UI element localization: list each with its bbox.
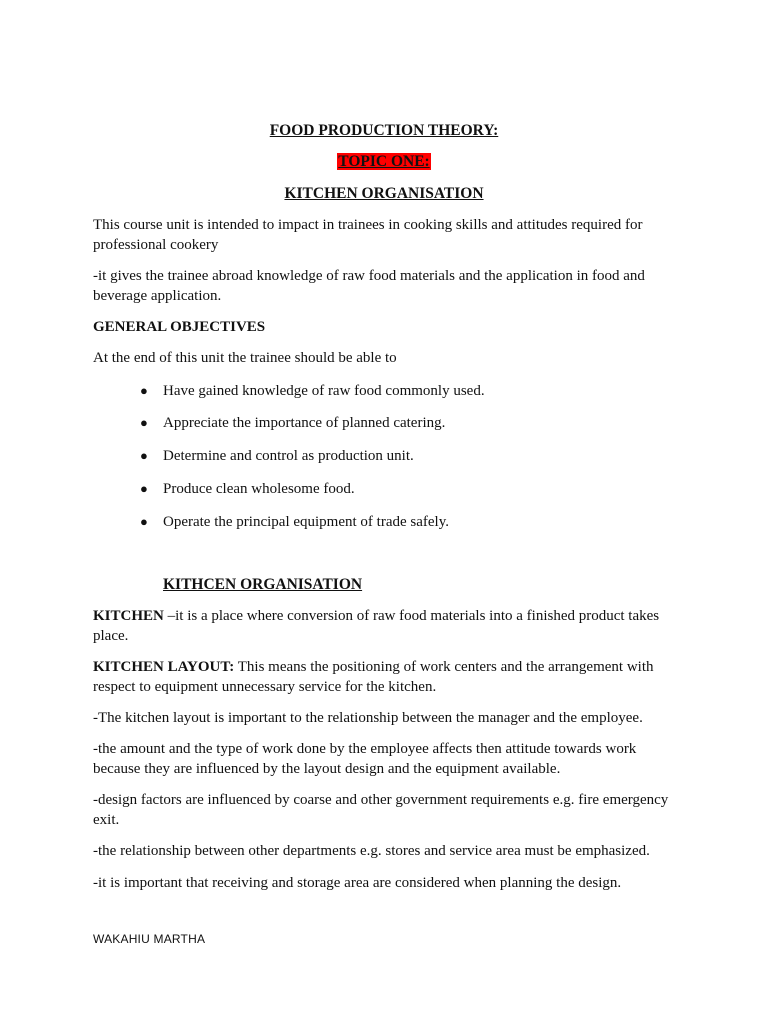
intro-paragraph-1: This course unit is intended to impact in trainees in cooking skills and attitudes required for professional cookery	[93, 217, 643, 253]
kitchen-layout-definition	[93, 657, 683, 697]
layout-point: -design factors are influenced by coarse and other government requirements e.g. fire emergency exit.	[93, 792, 669, 828]
list-item-text: Have gained knowledge of raw food commonly used.	[163, 383, 485, 399]
intro-paragraph-2: -it gives the trainee abroad knowledge of raw food materials and the application in food and beverage application.	[93, 268, 645, 304]
footer-author: WAKAHIU MARTHA	[93, 932, 206, 946]
layout-point: -the relationship between other departments e.g. stores and service area must be emphasized.	[93, 843, 650, 859]
section-kitchen-organisation-title: KITHCEN ORGANISATION	[163, 576, 363, 593]
bullet-icon: ●	[140, 448, 148, 463]
kitchen-layout-term: KITCHEN LAYOUT:	[93, 659, 235, 675]
topic-label	[0, 152, 768, 172]
layout-point: -it is important that receiving and storage area are considered when planning the design.	[93, 875, 622, 891]
kitchen-definition	[93, 606, 683, 646]
topic-highlight: TOPIC ONE:	[338, 153, 430, 170]
objectives-title: GENERAL OBJECTIVES	[93, 319, 266, 335]
layout-point: -the amount and the type of work done by the employee affects then attitude towards work because they are influenced by the layout design and the equipment available.	[93, 741, 637, 777]
list-item-text: Determine and control as production unit.	[163, 448, 414, 464]
document-title: FOOD PRODUCTION THEORY:	[269, 122, 499, 139]
kitchen-definition-text: –it is a place where conversion of raw food materials into a finished product takes place.	[93, 608, 660, 644]
list-item-text: Operate the principal equipment of trade safely.	[163, 514, 449, 530]
list-item-text: Appreciate the importance of planned catering.	[163, 415, 446, 431]
bullet-icon: ●	[140, 415, 148, 430]
kitchen-layout-definition-text: This means the positioning of work centers and the arrangement with respect to equipment unnecessary service for the kitchen.	[93, 659, 654, 695]
document-subtitle: KITCHEN ORGANISATION	[284, 185, 484, 202]
layout-point: -The kitchen layout is important to the relationship between the manager and the employee.	[93, 710, 643, 726]
objectives-lead: At the end of this unit the trainee should be able to	[93, 350, 397, 366]
bullet-icon: ●	[140, 514, 148, 529]
kitchen-term: KITCHEN	[93, 608, 164, 624]
list-item-text: Produce clean wholesome food.	[163, 481, 355, 497]
bullet-icon: ●	[140, 481, 148, 496]
bullet-icon: ●	[140, 383, 148, 398]
